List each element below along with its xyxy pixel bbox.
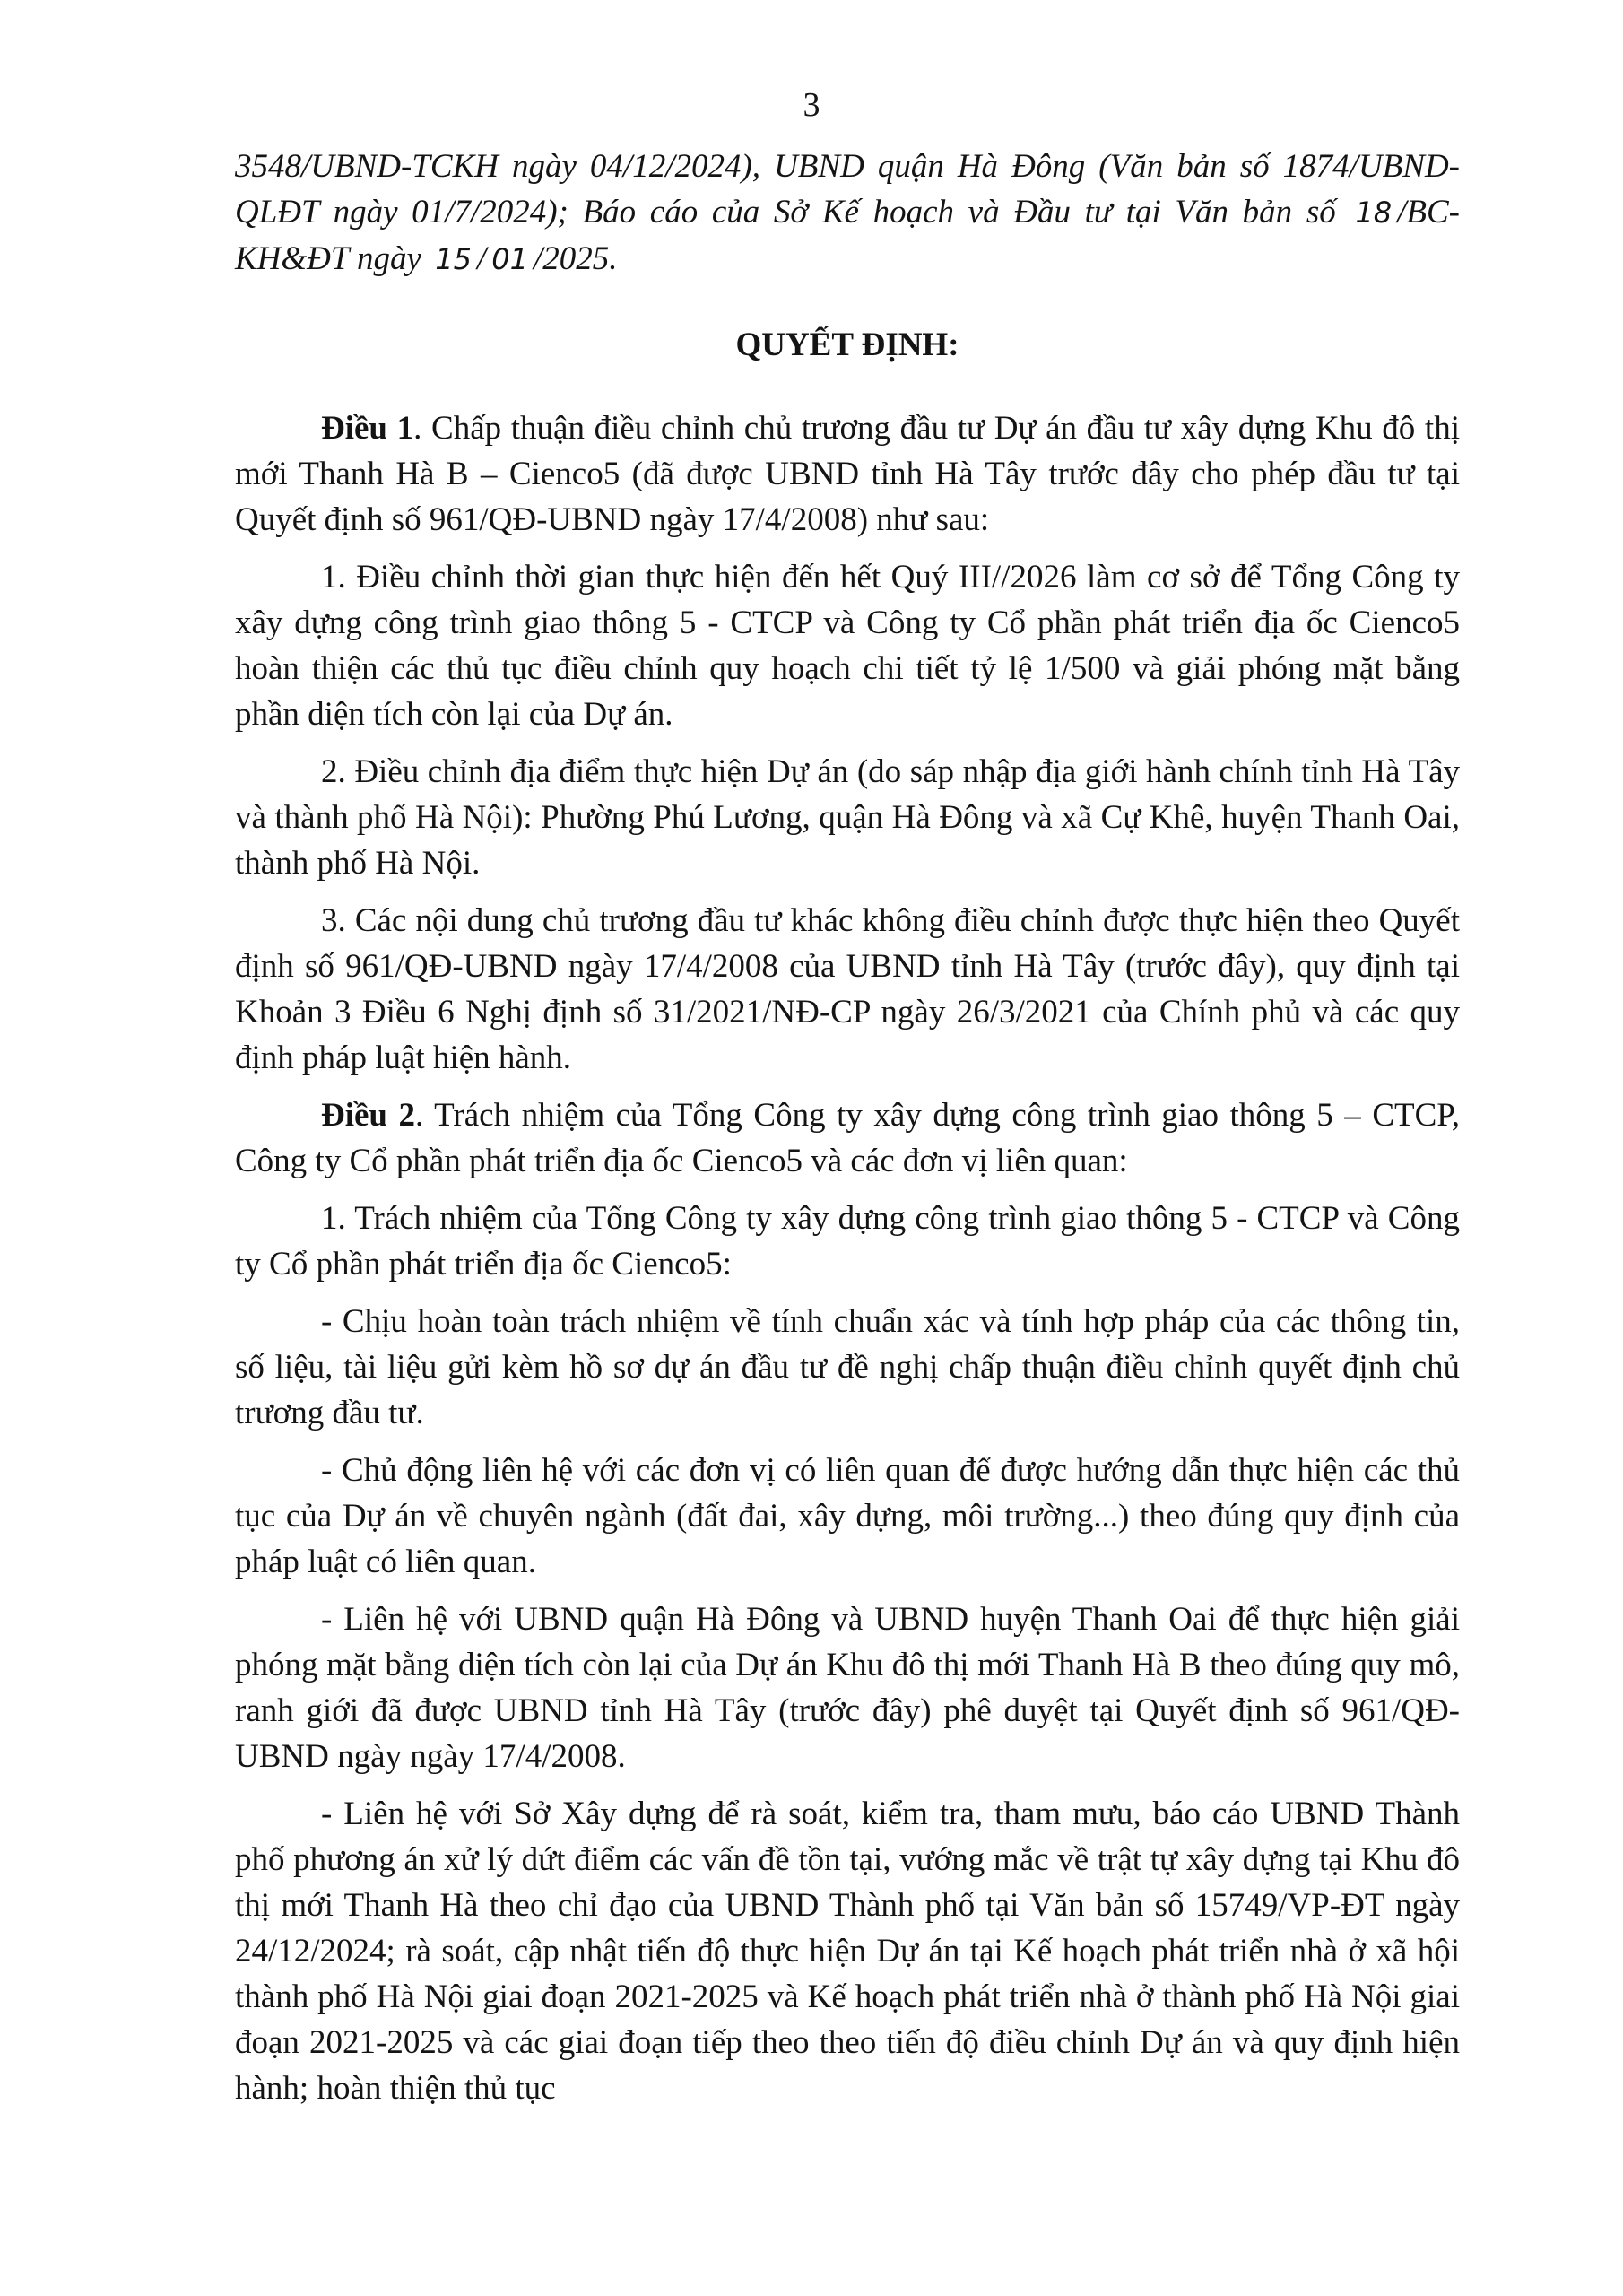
article-2-bullet: - Liên hệ với UBND quận Hà Đông và UBND huyện Thanh Oai để thực hiện giải phóng mặt bằng diện tích còn lại của Dự án Khu đô thị mới Thanh Hà B theo đúng quy mô, ranh giới đã được UBND tỉnh Hà Tây (trước đây) phê duyệt tại Quyết định số 961/QĐ-UBND ngày ngày 17/4/2008. [235, 1601, 1460, 1775]
intro-text-1: 3548/UBND-TCKH ngày 04/12/2024), UBND quận Hà Đông (Văn bản số 1874/UBND-QLĐT ngày 01/7/2024); Báo cáo của Sở Kế hoạch và Đầu tư tại Văn bản số [235, 148, 1460, 230]
article-2-label: Điều 2 [321, 1097, 416, 1134]
article-2 [235, 1092, 1460, 1184]
article-2-text: . Trách nhiệm của Tổng Công ty xây dựng công trình giao thông 5 – CTCP, Công ty Cổ phần phát triển địa ốc Cienco5 và các đơn vị liên quan: [235, 1097, 1461, 1179]
date-separator: / [476, 240, 487, 277]
article-2-bullet: - Liên hệ với Sở Xây dựng để rà soát, kiểm tra, tham mưu, báo cáo UBND Thành phố phương án xử lý dứt điểm các vấn đề tồn tại, vướng mắc về trật tự xây dựng tại Khu đô thị mới Thanh Hà theo chỉ đạo của UBND Thành phố tại Văn bản số 15749/VP-ĐT ngày 24/12/2024; rà soát, cập nhật tiến độ thực hiện Dự án tại Kế hoạch phát triển nhà ở xã hội thành phố Hà Nội giai đoạn 2021-2025 và Kế hoạch phát triển nhà ở thành phố Hà Nội giai đoạn 2021-2025 và các giai đoạn tiếp theo theo tiến độ điều chỉnh Dự án và quy định hiện hành; hoàn thiện thủ tục [235, 1796, 1460, 2107]
intro-paragraph [235, 144, 1460, 283]
handwritten-doc-number: 18 [1355, 196, 1393, 230]
intro-text-2: /BC-KH&ĐT ngày [235, 194, 1460, 277]
article-1-text: . Chấp thuận điều chỉnh chủ trương đầu tư Dự án đầu tư xây dựng Khu đô thị mới Thanh Hà B – Cienco5 (đã được UBND tỉnh Hà Tây trước đây cho phép đầu tư tại Quyết định số 961/QĐ-UBND ngày 17/4/2008) như sau: [235, 410, 1460, 538]
intro-text-3: /2025. [533, 240, 618, 277]
article-2-bullet: - Chịu hoàn toàn trách nhiệm về tính chuẩn xác và tính hợp pháp của các thông tin, số liệu, tài liệu gửi kèm hồ sơ dự án đầu tư đề nghị chấp thuận điều chỉnh quyết định chủ trương đầu tư. [235, 1303, 1460, 1431]
handwritten-month: 01 [491, 242, 528, 276]
article-1-item: 1. Điều chỉnh thời gian thực hiện đến hết Quý III//2026 làm cơ sở để Tổng Công ty xây dựng công trình giao thông 5 - CTCP và Công ty Cổ phần phát triển địa ốc Cienco5 hoàn thiện các thủ tục điều chỉnh quy hoạch chi tiết tỷ lệ 1/500 và giải phóng mặt bằng phần diện tích còn lại của Dự án. [235, 559, 1460, 733]
decision-heading: QUYẾT ĐỊNH: [735, 326, 959, 363]
article-2-bullet: - Chủ động liên hệ với các đơn vị có liên quan để được hướng dẫn thực hiện các thủ tục của Dự án về chuyên ngành (đất đai, xây dựng, môi trường...) theo đúng quy định của pháp luật có liên quan. [235, 1452, 1460, 1580]
page-number: 3 [803, 86, 820, 124]
article-2-subsection: 1. Trách nhiệm của Tổng Công ty xây dựng công trình giao thông 5 - CTCP và Công ty Cổ phần phát triển địa ốc Cienco5: [235, 1200, 1460, 1283]
article-1-item: 2. Điều chỉnh địa điểm thực hiện Dự án (do sáp nhập địa giới hành chính tỉnh Hà Tây và thành phố Hà Nội): Phường Phú Lương, quận Hà Đông và xã Cự Khê, huyện Thanh Oai, thành phố Hà Nội. [235, 753, 1460, 882]
article-1 [235, 405, 1460, 543]
article-1-label: Điều 1 [321, 410, 414, 447]
article-1-item: 3. Các nội dung chủ trương đầu tư khác không điều chỉnh được thực hiện theo Quyết định số 961/QĐ-UBND ngày 17/4/2008 của UBND tỉnh Hà Tây (trước đây), quy định tại Khoản 3 Điều 6 Nghị định số 31/2021/NĐ-CP ngày 26/3/2021 của Chính phủ và các quy định pháp luật hiện hành. [235, 902, 1460, 1076]
document-body [235, 144, 1460, 2123]
handwritten-day: 15 [435, 242, 472, 276]
